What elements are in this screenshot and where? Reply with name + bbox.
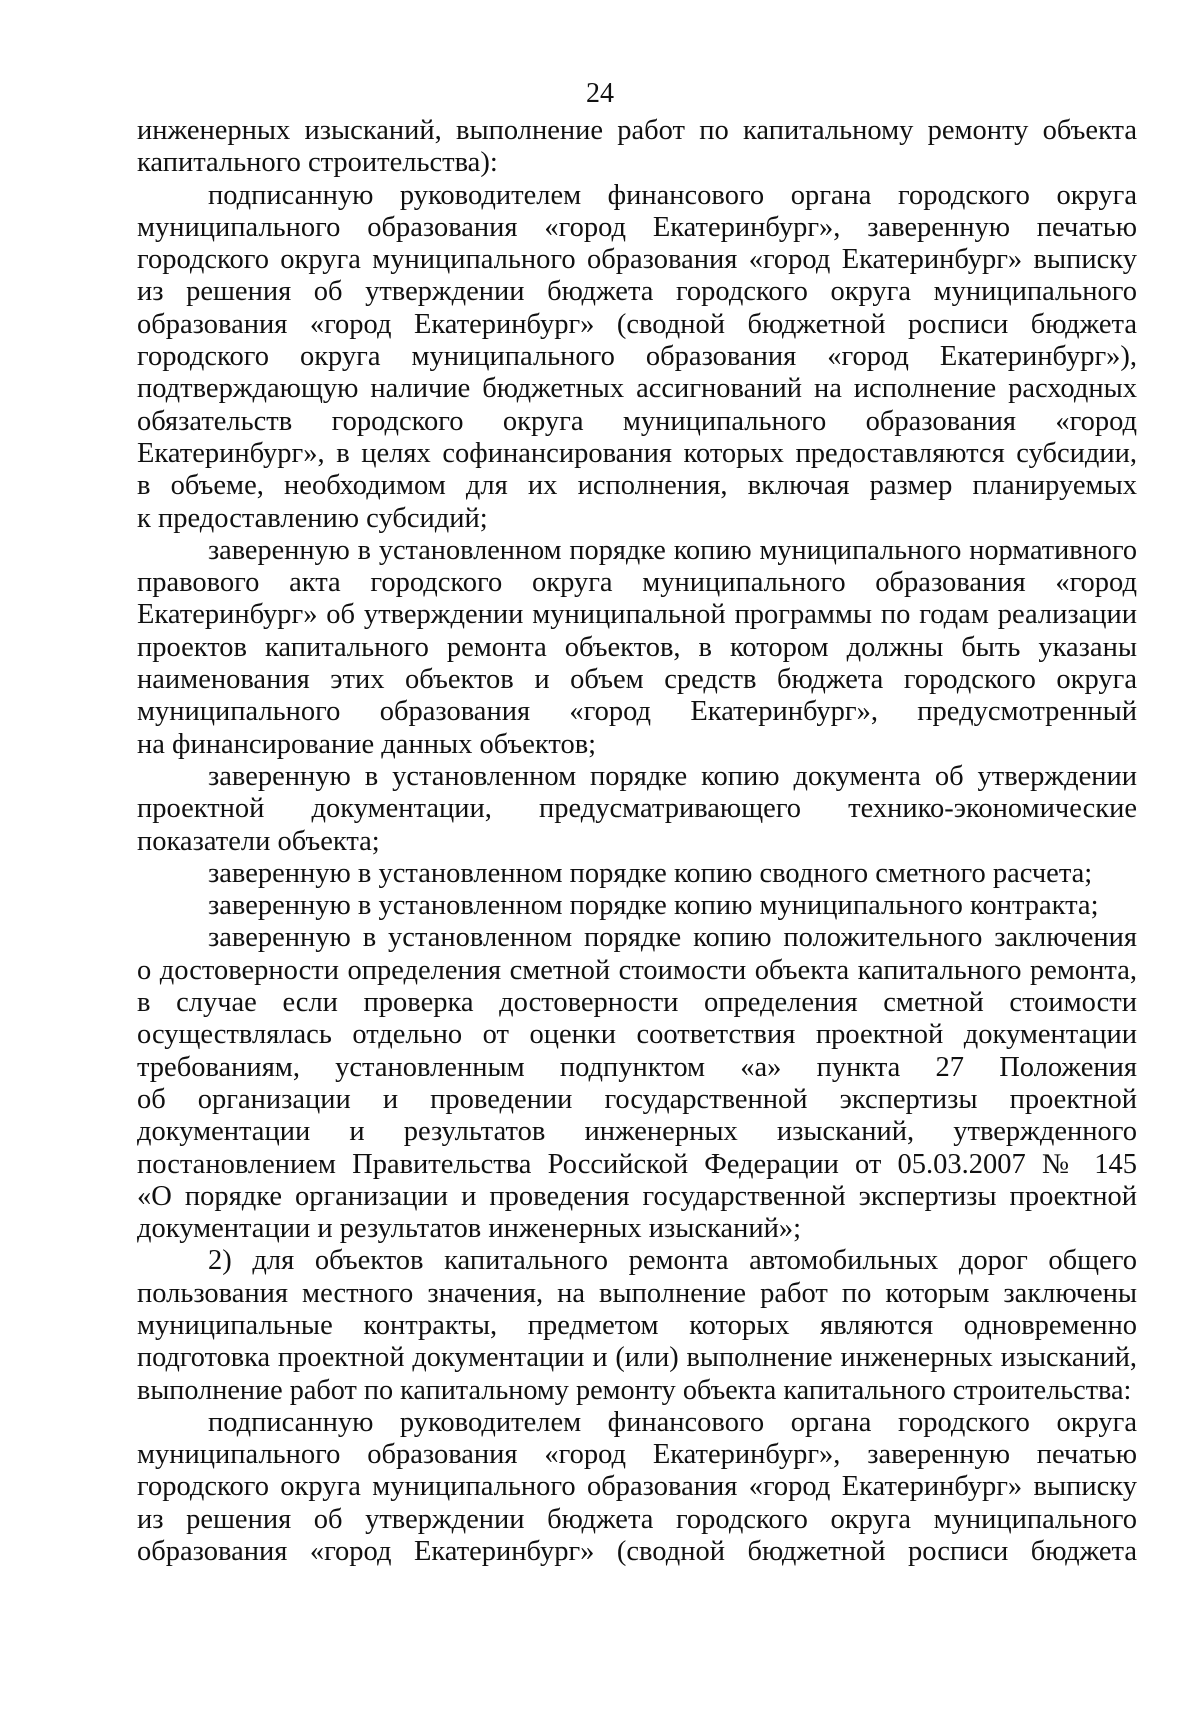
text-line: в объеме, необходимом для их исполнения, включая размер планируемых (137, 470, 1137, 502)
text-line: документации и результатов инженерных изысканий»; (137, 1213, 802, 1245)
text-line: правового акта городского округа муниципального образования «город (137, 567, 1137, 599)
text-line: проектов капитального ремонта объектов, в котором должны быть указаны (137, 631, 1137, 663)
text-line: муниципального образования «город Екатеринбург», предусмотренный (137, 696, 1137, 728)
text-line: муниципального образования «город Екатеринбург», заверенную печатью (137, 211, 1137, 243)
text-line: проектной документации, предусматривающего технико-экономические (137, 793, 1137, 825)
paragraph (137, 761, 1137, 858)
text-line: пользования местного значения, на выполнение работ по которым заключены (137, 1277, 1137, 1309)
text-line: осуществлялась отдельно от оценки соответствия проектной документации (137, 1019, 1137, 1051)
text-line: к предоставлению субсидий; (137, 502, 488, 534)
text-line: о достоверности определения сметной стоимости объекта капитального ремонта, (137, 954, 1137, 986)
paragraph (137, 115, 1137, 180)
text-line: обязательств городского округа муниципального образования «город (137, 405, 1137, 437)
text-line: «О порядке организации и проведения государственной экспертизы проектной (137, 1180, 1137, 1212)
text-line: подтверждающую наличие бюджетных ассигнований на исполнение расходных (137, 373, 1137, 405)
text-line: требованиям, установленным подпунктом «а» пункта 27 Положения (137, 1051, 1137, 1083)
text-line: 2) для объектов капитального ремонта автомобильных дорог общего (208, 1245, 1137, 1277)
text-line: выполнение работ по капитальному ремонту объекта капитального строительства: (137, 1374, 1132, 1406)
text-line: городского округа муниципального образования «город Екатеринбург»), (137, 341, 1137, 373)
text-line: на финансирование данных объектов; (137, 728, 597, 760)
text-line: заверенную в установленном порядке копию сводного сметного расчета; (208, 857, 1093, 889)
text-line: муниципальные контракты, предметом которых являются одновременно (137, 1309, 1137, 1341)
text-line: инженерных изысканий, выполнение работ по капитальному ремонту объекта (137, 115, 1137, 146)
text-line: заверенную в установленном порядке копию муниципального контракта; (208, 890, 1099, 922)
paragraph (137, 858, 1137, 890)
text-line: образования «город Екатеринбург» (сводной бюджетной росписи бюджета (137, 308, 1137, 340)
text-line: капитального строительства): (137, 147, 498, 179)
text-line: подписанную руководителем финансового органа городского округа (208, 1406, 1137, 1438)
text-line: из решения об утверждении бюджета городского округа муниципального (137, 276, 1137, 308)
text-line: в случае если проверка достоверности определения сметной стоимости (137, 987, 1137, 1019)
text-line: заверенную в установленном порядке копию муниципального нормативного (208, 534, 1137, 566)
text-line: из решения об утверждении бюджета городского округа муниципального (137, 1503, 1137, 1535)
page-number: 24 (586, 78, 614, 109)
text-line: наименования этих объектов и объем средств бюджета городского округа (137, 664, 1137, 696)
text-line: постановлением Правительства Российской Федерации от 05.03.2007 № 145 (137, 1148, 1137, 1180)
text-line: Екатеринбург» об утверждении муниципальной программы по годам реализации (137, 599, 1137, 631)
text-line: заверенную в установленном порядке копию документа об утверждении (208, 760, 1137, 792)
paragraph (137, 922, 1137, 1245)
text-line: об организации и проведении государственной экспертизы проектной (137, 1083, 1137, 1115)
text-line: муниципального образования «город Екатеринбург», заверенную печатью (137, 1439, 1137, 1471)
text-line: показатели объекта; (137, 825, 380, 857)
paragraph (137, 1245, 1137, 1406)
text-line: подписанную руководителем финансового органа городского округа (208, 179, 1137, 211)
text-line: документации и результатов инженерных изысканий, утвержденного (137, 1116, 1137, 1148)
paragraph (137, 890, 1137, 922)
text-line: образования «город Екатеринбург» (сводной бюджетной росписи бюджета (137, 1536, 1137, 1568)
text-line: городского округа муниципального образования «город Екатеринбург» выписку (137, 244, 1137, 276)
text-line: подготовка проектной документации и (или) выполнение инженерных изысканий, (137, 1342, 1137, 1374)
text-line: Екатеринбург», в целях софинансирования которых предоставляются субсидии, (137, 437, 1137, 469)
paragraph (137, 1407, 1137, 1568)
paragraph (137, 535, 1137, 761)
text-line: городского округа муниципального образования «город Екатеринбург» выписку (137, 1471, 1137, 1503)
document-body (137, 115, 1137, 1568)
paragraph (137, 180, 1137, 535)
text-line: заверенную в установленном порядке копию положительного заключения (208, 922, 1137, 954)
